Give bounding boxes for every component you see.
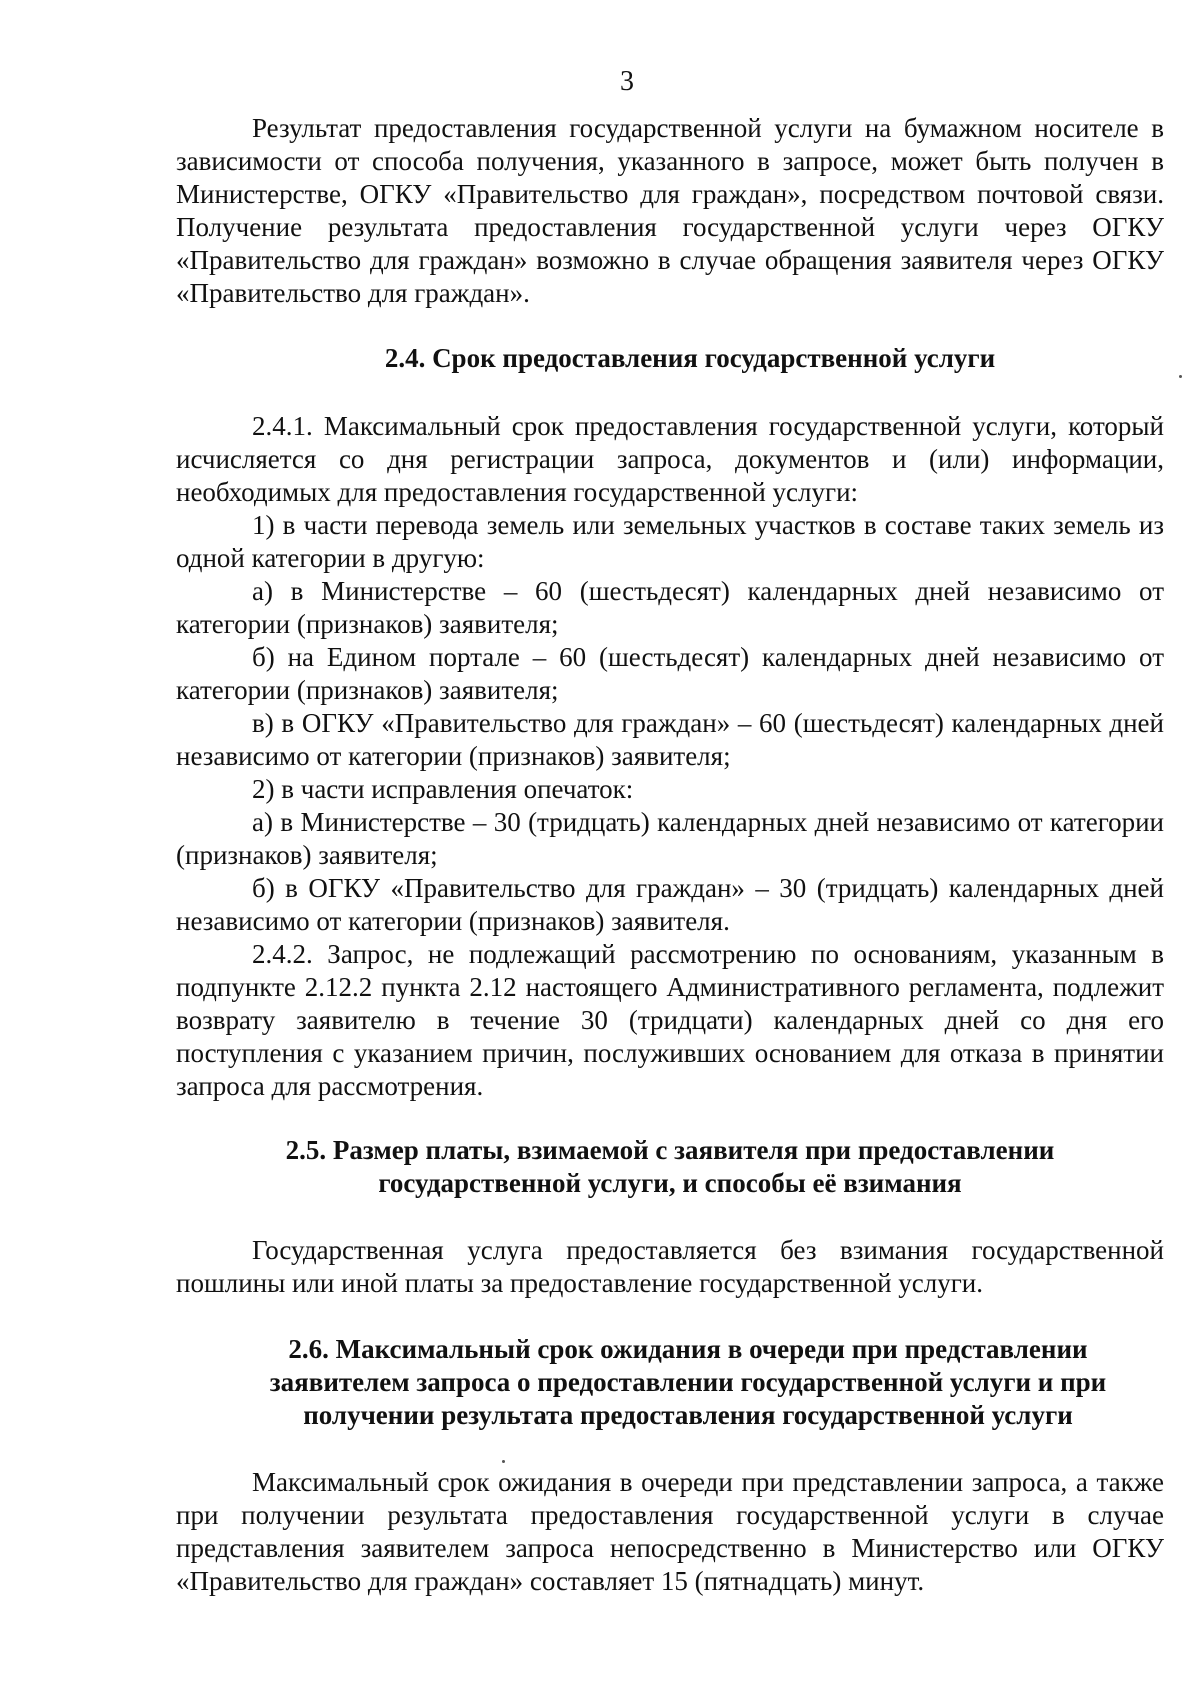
- section-2-6-heading-line-2: заявителем запроса о предоставлении государственной услуги и при: [269, 1367, 1107, 1397]
- list-item-1b: б) на Едином портале – 60 (шестьдесят) календарных дней независимо от категории (признаков) заявителя;: [176, 642, 1164, 705]
- section-2-6-heading: [176, 1333, 1164, 1432]
- paragraph-2-4-2: 2.4.2. Запрос, не подлежащий рассмотрению по основаниям, указанным в подпункте 2.12.2 пункта 2.12 настоящего Административного регламента, подлежит возврату заявителю в течение 30 (тридцати) календарных дней со дня его поступления с указанием причин, послуживших основанием для отказа в принятии запроса для рассмотрения.: [176, 939, 1164, 1101]
- page-number: 3: [620, 66, 634, 97]
- document-body: [176, 112, 1164, 1598]
- list-item-1: 1) в части перевода земель или земельных участков в составе таких земель из одной категории в другую:: [176, 510, 1164, 573]
- list-item-1v: в) в ОГКУ «Правительство для граждан» – 60 (шестьдесят) календарных дней независимо от категории (признаков) заявителя;: [176, 708, 1164, 771]
- section-2-5-heading: [176, 1134, 1164, 1200]
- paragraph-2-4-1: 2.4.1. Максимальный срок предоставления государственной услуги, который исчисляется со дня регистрации запроса, документов и (или) информации, необходимых для предоставления государственной услуги:: [176, 411, 1164, 507]
- section-2-6-heading-line-3: получении результата предоставления государственной услуги: [303, 1400, 1073, 1430]
- section-2-4-heading: 2.4. Срок предоставления государственной услуги: [384, 343, 996, 373]
- list-item-2a: а) в Министерстве – 30 (тридцать) календарных дней независимо от категории (признаков) заявителя;: [176, 807, 1164, 870]
- list-item-1a: а) в Министерстве – 60 (шестьдесят) календарных дней независимо от категории (признаков) заявителя;: [176, 576, 1164, 639]
- list-item-2: 2) в части исправления опечаток:: [252, 774, 634, 804]
- list-item-2b: б) в ОГКУ «Правительство для граждан» – 30 (тридцать) календарных дней независимо от категории (признаков) заявителя.: [176, 873, 1164, 936]
- section-2-5-heading-line-1: 2.5. Размер платы, взимаемой с заявителя при предоставлении: [285, 1135, 1055, 1165]
- scan-speck: [502, 1460, 505, 1463]
- section-2-5-paragraph: Государственная услуга предоставляется без взимания государственной пошлины или иной платы за предоставление государственной услуги.: [176, 1235, 1164, 1298]
- section-2-5-heading-line-2: государственной услуги, и способы её взимания: [378, 1168, 962, 1198]
- section-2-6-paragraph: Максимальный срок ожидания в очереди при представлении запроса, а также при получении результата предоставления государственной услуги в случае представления заявителем запроса непосредственно в Министерство или ОГКУ «Правительство для граждан» составляет 15 (пятнадцать) минут.: [176, 1467, 1164, 1596]
- section-2-6-heading-line-1: 2.6. Максимальный срок ожидания в очереди при представлении: [288, 1334, 1088, 1364]
- section-2-3-tail-paragraph: Результат предоставления государственной услуги на бумажном носителе в зависимости от способа получения, указанного в запросе, может быть получен в Министерстве, ОГКУ «Правительство для граждан», посредством почтовой связи. Получение результата предоставления государственной услуги через ОГКУ «Правительство для граждан» возможно в случае обращения заявителя через ОГКУ «Правительство для граждан».: [176, 113, 1164, 308]
- scan-speck: [1179, 375, 1182, 378]
- section-2-4-body: [176, 410, 1164, 1103]
